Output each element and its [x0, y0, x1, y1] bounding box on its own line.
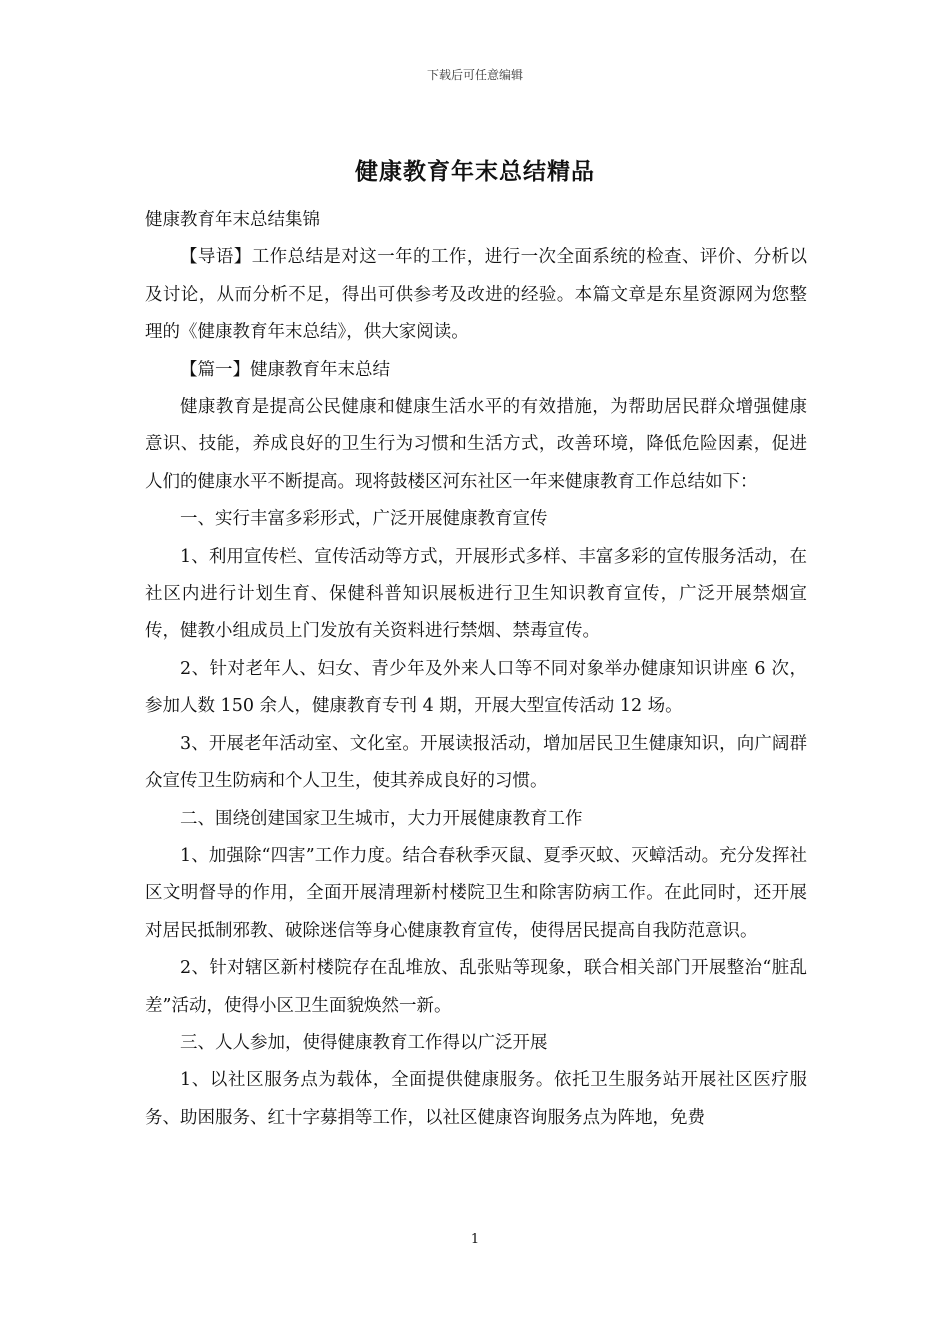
paragraph: 1、以社区服务点为载体，全面提供健康服务。依托卫生服务站开展社区医疗服务、助困服务、红十字募捐等工作，以社区健康咨询服务点为阵地，免费 — [145, 1070, 807, 1128]
paragraph: 3、开展老年活动室、文化室。开展读报活动，增加居民卫生健康知识，向广阔群众宣传卫生防病和个人卫生，使其养成良好的习惯。 — [145, 733, 807, 792]
section-heading: 二、围绕创建国家卫生城市，大力开展健康教育工作 — [180, 808, 583, 829]
section-heading: 三、人人参加，使得健康教育工作得以广泛开展 — [180, 1032, 548, 1053]
document-title: 健康教育年末总结精品 — [355, 158, 595, 185]
page-number: 1 — [470, 1232, 480, 1247]
document-body — [145, 202, 807, 1137]
page-header: 下载后可任意编辑 — [426, 68, 523, 82]
paragraph: 健康教育是提高公民健康和健康生活水平的有效措施，为帮助居民群众增强健康意识、技能，养成良好的卫生行为习惯和生活方式，改善环境，降低危险因素，促进人们的健康水平不断提高。现将鼓楼区河东社区一年来健康教育工作总结如下： — [145, 397, 807, 492]
paragraph: 【篇一】健康教育年末总结 — [180, 359, 390, 380]
section-heading: 一、实行丰富多彩形式，广泛开展健康教育宣传 — [180, 509, 548, 530]
paragraph: 2、针对辖区新村楼院存在乱堆放、乱张贴等现象，联合相关部门开展整治“脏乱差”活动，使得小区卫生面貌焕然一新。 — [145, 958, 807, 1016]
paragraph: 1、加强除“四害”工作力度。结合春秋季灭鼠、夏季灭蚊、灭蟑活动。充分发挥社区文明督导的作用，全面开展清理新村楼院卫生和除害防病工作。在此同时，还开展对居民抵制邪教、破除迷信等身心健康教育宣传，使得居民提高自我防范意识。 — [145, 845, 807, 941]
paragraph: 健康教育年末总结集锦 — [145, 210, 320, 230]
paragraph: 2、针对老年人、妇女、青少年及外来人口等不同对象举办健康知识讲座 6 次，参加人数 150 余人，健康教育专刊 4 期，开展大型宣传活动 12 场。 — [145, 658, 807, 717]
paragraph: 1、利用宣传栏、宣传活动等方式，开展形式多样、丰富多彩的宣传服务活动，在社区内进行计划生育、保健科普知识展板进行卫生知识教育宣传，广泛开展禁烟宣传，健教小组成员上门发放有关资料进行禁烟、禁毒宣传。 — [145, 546, 807, 642]
paragraph: 【导语】工作总结是对这一年的工作，进行一次全面系统的检查、评价、分析以及讨论，从而分析不足，得出可供参考及改进的经验。本篇文章是东星资源网为您整理的《健康教育年末总结》，供大家阅读。 — [145, 247, 807, 343]
